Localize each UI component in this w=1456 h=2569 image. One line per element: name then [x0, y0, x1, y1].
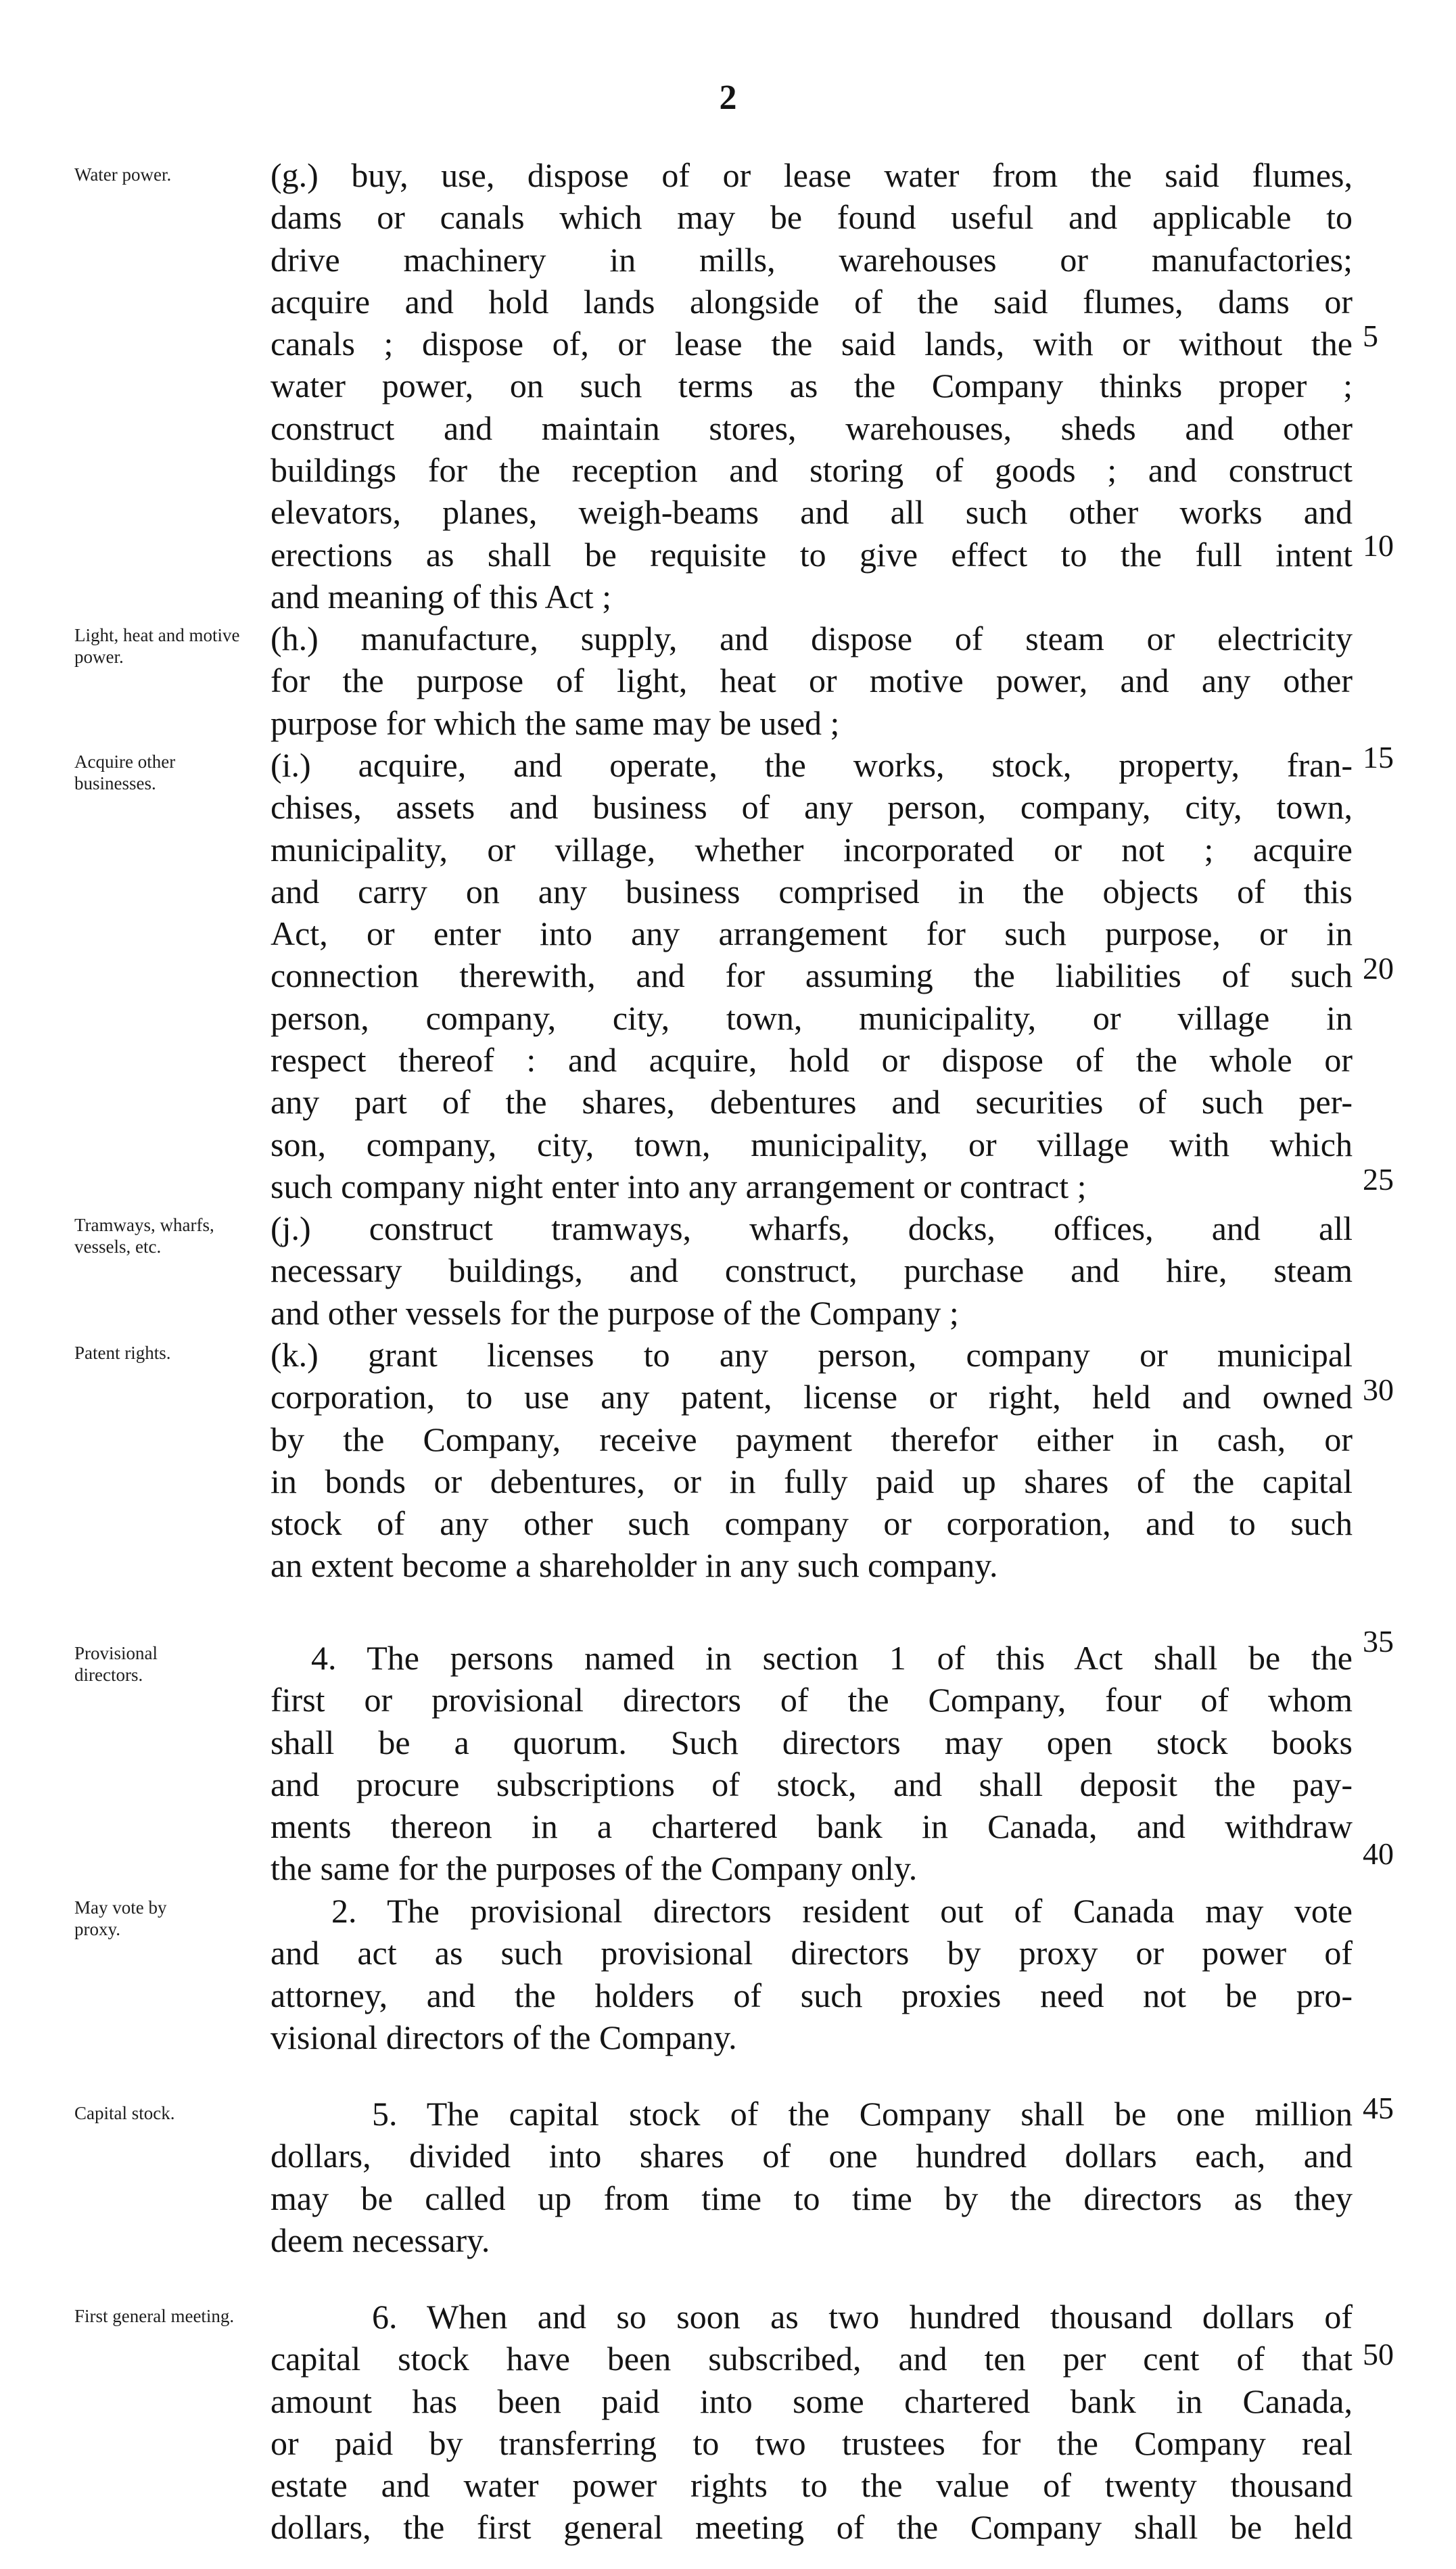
text-line: water power, on such terms as the Company thinks proper ;: [271, 367, 1353, 405]
text-line: capital stock have been subscribed, and ten per cent of that: [271, 2340, 1353, 2378]
text-line: stock of any other such company or corporation, and to such: [271, 1504, 1353, 1543]
text-line: acquire and hold lands alongside of the said flumes, dams or: [271, 282, 1353, 321]
text-line: and meaning of this Act ;: [271, 577, 612, 616]
text-line: and carry on any business comprised in the objects of this: [271, 872, 1353, 910]
section-text: [271, 2296, 1353, 2549]
text-line: chises, assets and business of any person, company, city, town,: [271, 788, 1353, 827]
text-line: purpose for which the same may be used ;: [271, 703, 840, 742]
text-line: dams or canals which may be found useful and applicable to: [271, 198, 1353, 237]
margin-note: Water power.: [74, 164, 172, 185]
text-line: the same for the purposes of the Company only.: [271, 1849, 918, 1888]
line-number: 20: [1363, 951, 1394, 986]
text-line: buildings for the reception and storing of goods ; and construct: [271, 451, 1353, 490]
text-line: ments thereon in a chartered bank in Canada, and withdraw: [271, 1807, 1353, 1846]
line-number: 30: [1363, 1372, 1394, 1407]
margin-note: Tramways, wharfs, vessels, etc.: [74, 1215, 214, 1257]
margin-note: Patent rights.: [74, 1343, 171, 1363]
line-number: 25: [1363, 1162, 1394, 1197]
text-line: estate and water power rights to the value of twenty thousand: [271, 2466, 1353, 2505]
clause-text: [271, 1207, 1353, 1334]
clause-text: [271, 154, 1353, 618]
text-line: person, company, city, town, municipality, or village in: [271, 998, 1353, 1037]
text-line: municipality, or village, whether incorporated or not ; acquire: [271, 830, 1353, 869]
text-line: connection therewith, and for assuming the liabilities of such: [271, 956, 1353, 995]
text-line: and procure subscriptions of stock, and shall deposit the pay-: [271, 1765, 1353, 1803]
text-line: by the Company, receive payment therefor either in cash, or: [271, 1420, 1353, 1458]
text-line: shall be a quorum. Such directors may open stock books: [271, 1723, 1353, 1761]
text-line: (h.) manufacture, supply, and dispose of steam or electricity: [271, 620, 1353, 657]
text-line: and act as such provisional directors by proxy or power of: [271, 1934, 1353, 1972]
text-line: 4. The persons named in section 1 of this Act shall be the: [311, 1639, 1353, 1677]
line-number: 50: [1363, 2337, 1394, 2371]
text-line: drive machinery in mills, warehouses or manufactories;: [271, 240, 1353, 279]
section-text: [271, 1637, 1353, 1890]
text-line: (j.) construct tramways, wharfs, docks, offices, and all: [271, 1209, 1353, 1247]
text-line: dollars, divided into shares of one hundred dollars each, and: [271, 2137, 1353, 2175]
line-number: 35: [1363, 1624, 1394, 1659]
text-line: any part of the shares, debentures and securities of such per-: [271, 1083, 1353, 1121]
line-number: 15: [1363, 740, 1394, 774]
line-number: 45: [1363, 2091, 1394, 2125]
text-line: Act, or enter into any arrangement for such purpose, or in: [271, 915, 1353, 953]
text-line: corporation, to use any patent, license or right, held and owned: [271, 1378, 1353, 1416]
text-line: (i.) acquire, and operate, the works, stock, property, fran-: [271, 746, 1353, 784]
margin-note: Capital stock.: [74, 2103, 175, 2123]
text-line: (g.) buy, use, dispose of or lease water from the said flumes,: [271, 156, 1353, 194]
text-line: attorney, and the holders of such proxies need not be pro-: [271, 1976, 1353, 2014]
text-line: and other vessels for the purpose of the Company ;: [271, 1293, 959, 1332]
margin-note: Acquire other businesses.: [74, 751, 176, 793]
margin-note: May vote by proxy.: [74, 1897, 167, 1939]
text-line: respect thereof : and acquire, hold or dispose of the whole or: [271, 1041, 1353, 1080]
text-line: necessary buildings, and construct, purchase and hire, steam: [271, 1251, 1353, 1290]
clause-text: [271, 618, 1353, 744]
text-line: (k.) grant licenses to any person, company or municipal: [271, 1336, 1353, 1374]
clause-text: [271, 1334, 1353, 1587]
line-number: 5: [1363, 319, 1378, 353]
line-number: 10: [1363, 528, 1394, 563]
text-line: such company night enter into any arrangement or contract ;: [271, 1167, 1087, 1205]
text-line: first or provisional directors of the Company, four of whom: [271, 1681, 1353, 1719]
text-line: 2. The provisional directors resident out of Canada may vote: [331, 1892, 1353, 1930]
text-line: canals ; dispose of, or lease the said lands, with or without the: [271, 325, 1353, 363]
text-line: 5. The capital stock of the Company shall be one million: [372, 2095, 1353, 2133]
text-line: visional directors of the Company.: [271, 2018, 737, 2056]
text-line: elevators, planes, weigh-beams and all such other works and: [271, 493, 1353, 532]
text-line: dollars, the first general meeting of the Company shall be held: [271, 2508, 1353, 2547]
text-line: or paid by transferring to two trustees for the Company real: [271, 2424, 1353, 2462]
text-line: an extent become a shareholder in any such company.: [271, 1546, 998, 1585]
text-line: for the purpose of light, heat or motive power, and any other: [271, 662, 1353, 700]
text-line: son, company, city, town, municipality, or village with which: [271, 1125, 1353, 1163]
text-line: 6. When and so soon as two hundred thousand dollars of: [372, 2298, 1353, 2336]
text-line: erections as shall be requisite to give effect to the full intent: [271, 535, 1353, 574]
text-line: amount has been paid into some chartered bank in Canada,: [271, 2382, 1353, 2420]
clause-text: [271, 744, 1353, 1207]
margin-note: Provisional directors.: [74, 1643, 158, 1685]
page-number: 2: [719, 78, 737, 117]
text-line: construct and maintain stores, warehouses, sheds and other: [271, 409, 1353, 447]
text-line: may be called up from time to time by the directors as they: [271, 2179, 1353, 2217]
section-text: [271, 2093, 1353, 2261]
line-number: 40: [1363, 1836, 1394, 1871]
margin-note: First general meeting.: [74, 2306, 235, 2326]
text-line: in bonds or debentures, or in fully paid up shares of the capital: [271, 1462, 1353, 1500]
margin-note: Light, heat and motive power.: [74, 625, 240, 667]
text-line: deem necessary.: [271, 2221, 490, 2259]
subsection-text: [271, 1890, 1353, 2058]
